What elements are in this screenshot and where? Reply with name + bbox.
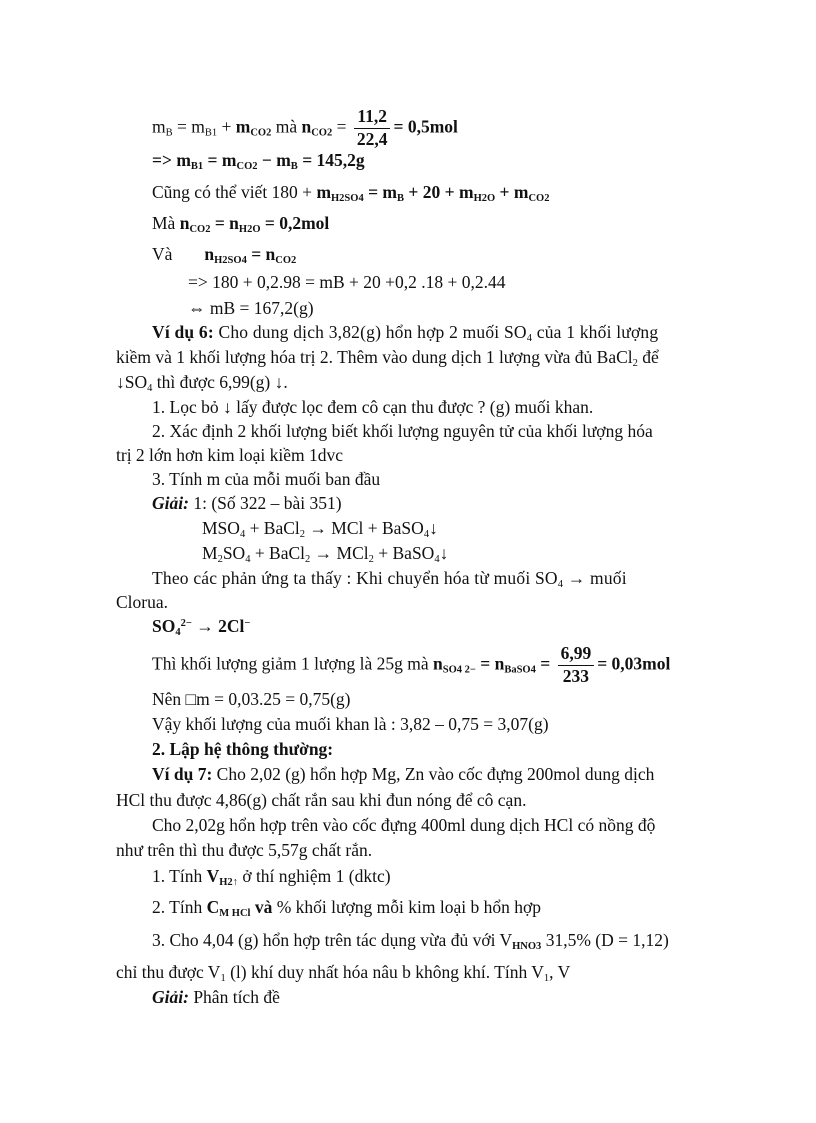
mass-delta: Nên □m = 0,03.25 = 0,75(g) bbox=[152, 689, 351, 709]
example-7-line-2: HCl thu được 4,86(g) chất rắn sau khi đun nóng để cô cạn. bbox=[116, 790, 527, 810]
section-2-heading: 2. Lập hệ thông thường: bbox=[152, 739, 334, 759]
question-3: 3. Tính m của mỗi muối ban đầu bbox=[152, 469, 381, 489]
reaction-mso4: $MSO_4$ + BaCl$_2$ → MCl + BaSO$_4$↓ bbox=[202, 518, 438, 540]
example-7-line-4: như trên thì thu được 5,57g chất rắn. bbox=[116, 840, 373, 860]
question-2-continued: trị 2 lớn hơn kim loại kiềm 1dvc bbox=[116, 445, 344, 465]
equation-substitution: => 180 + 0,2.98 = mB + 20 +0,2 .18 + 0,2.44 bbox=[188, 272, 506, 292]
example-6-line-3: $↓SO_4$ thì được 6,99(g) ↓. bbox=[116, 372, 288, 394]
solution-heading: Giải: 1: (Số 322 – bài 351) bbox=[152, 493, 342, 513]
equation-mass-b: $m_B = m_{B1} + m_{CO2}$ mà $n_{CO2}$ = $\frac{11,2}{22,4}$ = 0,5mol bbox=[152, 106, 458, 149]
anhydrous-salt-mass: Vậy khối lượng của muối khan là : 3,82 – 0,75 = 3,07(g) bbox=[152, 714, 549, 734]
question-2: 2. Xác định 2 khối lượng biết khối lượng nguyên tử của khối lượng hóa bbox=[152, 421, 653, 441]
ion-conversion: $SO_4^{2-} \to 2Cl^-$ bbox=[152, 616, 251, 638]
equation-mass-b1: => $m_{B1} = m_{CO2} - m_B = 145,2g$ bbox=[152, 150, 365, 172]
example-7-heading: Ví dụ 7: Cho 2,02 (g) hổn hợp Mg, Zn vào cốc đựng 200mol dung dịch bbox=[152, 764, 655, 784]
solution-7-heading: Giải: Phân tích đề bbox=[152, 987, 280, 1007]
question-7-3-continued: chỉ thu được $V_1$ (l) khí duy nhất hóa nâu b không khí. Tính $V_1$, V bbox=[116, 962, 571, 984]
equation-moles-co2: Mà $n_{CO2} = n_{H2O} = 0,2mol$ bbox=[152, 213, 330, 235]
question-7-3: 3. Cho 4,04 (g) hổn hợp trên tác dụng vừa đủ với $V_{HNO3}$ 31,5% (D = 1,12) bbox=[152, 930, 669, 952]
text-alternative-equation: Cũng có thể viết $180 + m_{H2SO4} = m_B + 20 + m_{H2O} + m_{CO2}$ bbox=[152, 182, 550, 204]
example-6-heading: Ví dụ 6: Cho dung dịch 3,82(g) hổn hợp 2 muối $SO_4$ của 1 khối lượng bbox=[152, 322, 659, 344]
fraction-6-99-over-233: $\frac{6,99}{233}$ bbox=[558, 643, 595, 688]
reaction-m2so4: $M_2SO_4$ + BaCl$_2$ → MCl$_2$ + BaSO$_4$↓ bbox=[202, 543, 449, 565]
equation-result-mb: ⇔ mB = 167,2(g) bbox=[188, 298, 314, 318]
question-7-2: 2. Tính $C_{M HCl}$ và % khối lượng mỗi kim loại b hổn hợp bbox=[152, 897, 541, 919]
observation-line-1: Theo các phản ứng ta thấy : Khi chuyển hóa từ muối $SO_4$ → muối bbox=[152, 568, 627, 590]
question-7-1: 1. Tính $V_{H2↑}$ ở thí nghiệm 1 (dktc) bbox=[152, 866, 391, 888]
observation-line-2: Clorua. bbox=[116, 592, 169, 612]
example-7-line-3: Cho 2,02g hổn hợp trên vào cốc đựng 400ml dung dịch HCl có nồng độ bbox=[152, 815, 656, 835]
example-6-line-2: kiềm và 1 khối lượng hóa trị 2. Thêm vào dung dịch 1 lượng vừa đủ BaCl$_2$ để bbox=[116, 347, 659, 369]
question-1: 1. Lọc bỏ ↓ lấy được lọc đem cô cạn thu được ? (g) muối khan. bbox=[152, 397, 594, 417]
fraction-11-2-over-22-4: $\frac{11,2}{22,4}$ bbox=[354, 106, 391, 151]
equation-mass-decrease: Thì khối lượng giảm 1 lượng là 25g mà $n_{SO4 2-} = n_{BaSO4}$ = $\frac{6,99}{233}$ = 0,03mol bbox=[152, 643, 671, 686]
equation-moles-h2so4: Và $n_{H2SO4} = n_{CO2}$ bbox=[152, 244, 297, 266]
